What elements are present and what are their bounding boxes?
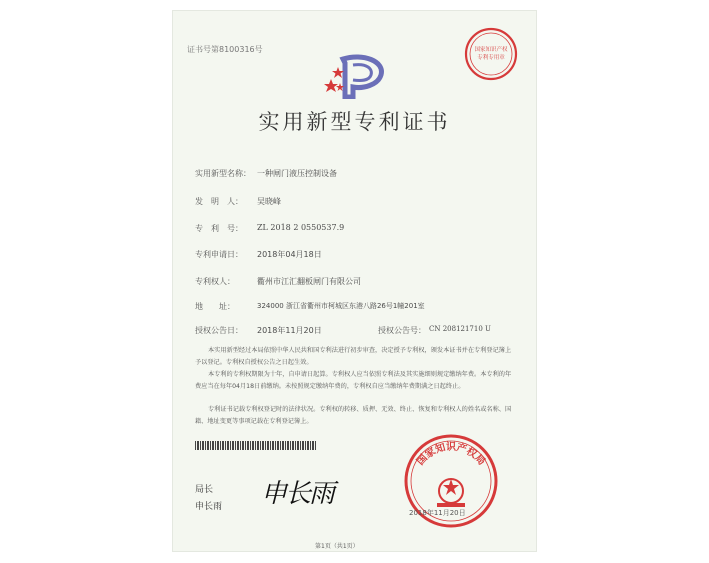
director-title: 局长 bbox=[195, 485, 214, 495]
field-value-patent-no: ZL 2018 2 0550537.9 bbox=[257, 223, 345, 232]
paragraph-grant: 本实用新型经过本局依照中华人民共和国专利法进行初步审查，决定授予专利权，颁发本证书并在专利登记簿上予以登记。专利权自授权公告之日起生效。 bbox=[195, 347, 512, 366]
field-value-filing-date: 2018年04月18日 bbox=[257, 250, 322, 259]
director-name: 申长雨 bbox=[195, 502, 223, 512]
certificate bbox=[173, 11, 536, 551]
paragraph-term: 本专利的专利权期限为十年，自申请日起算。专利权人应当依照专利法及其实施细则规定缴纳年费。本专利的年费应当在每年04月18日前缴纳。未按照规定缴纳年费的，专利权自应当缴纳年费期满之日起终止。 bbox=[195, 371, 512, 390]
svg-text:专利专用章: 专利专用章 bbox=[477, 55, 505, 61]
barcode bbox=[195, 441, 317, 450]
director-signature: 申长雨 bbox=[261, 479, 334, 509]
field-label-address: 地 址： bbox=[195, 302, 235, 311]
patent-office-logo-icon bbox=[323, 53, 389, 99]
field-label-patent-no: 专 利 号： bbox=[195, 224, 243, 233]
certificate-title: 实用新型专利证书 bbox=[258, 110, 451, 134]
field-value-grant-date: 2018年11月20日 bbox=[257, 326, 322, 335]
paragraph-status: 专利证书记载专利权登记时的法律状况。专利权的转移、质押、无效、终止、恢复和专利权人的姓名或名称、国籍、地址变更等事项记载在专利登记簿上。 bbox=[195, 406, 512, 425]
announcement-number: CN 208121710 U bbox=[429, 325, 491, 333]
patent-stamp-icon bbox=[463, 26, 519, 82]
field-label-inventor: 发 明 人： bbox=[195, 197, 243, 206]
svg-text:国家知识产权局: 国家知识产权局 bbox=[415, 442, 487, 468]
field-value-name: 一种闸门液压控制设备 bbox=[257, 169, 337, 178]
field-label-grant-date: 授权公告日： bbox=[195, 326, 243, 335]
field-value-patentee: 衢州市江汇翻板闸门有限公司 bbox=[257, 277, 361, 286]
page-info: 第1页（共1页） bbox=[315, 543, 359, 550]
issue-date: 2018年11月20日 bbox=[409, 509, 466, 517]
announcement-label: 授权公告号： bbox=[378, 326, 426, 335]
field-label-patentee: 专利权人： bbox=[195, 277, 235, 286]
field-value-address: 324000 浙江省衢州市柯城区东港八路26号1幢201室 bbox=[257, 302, 425, 310]
field-value-inventor: 吴晓峰 bbox=[257, 197, 281, 206]
svg-text:国家知识产权: 国家知识产权 bbox=[474, 47, 508, 53]
field-label-filing-date: 专利申请日： bbox=[195, 250, 243, 259]
certificate-number: 证书号第8100316号 bbox=[187, 45, 263, 54]
field-label-name: 实用新型名称： bbox=[195, 169, 251, 178]
